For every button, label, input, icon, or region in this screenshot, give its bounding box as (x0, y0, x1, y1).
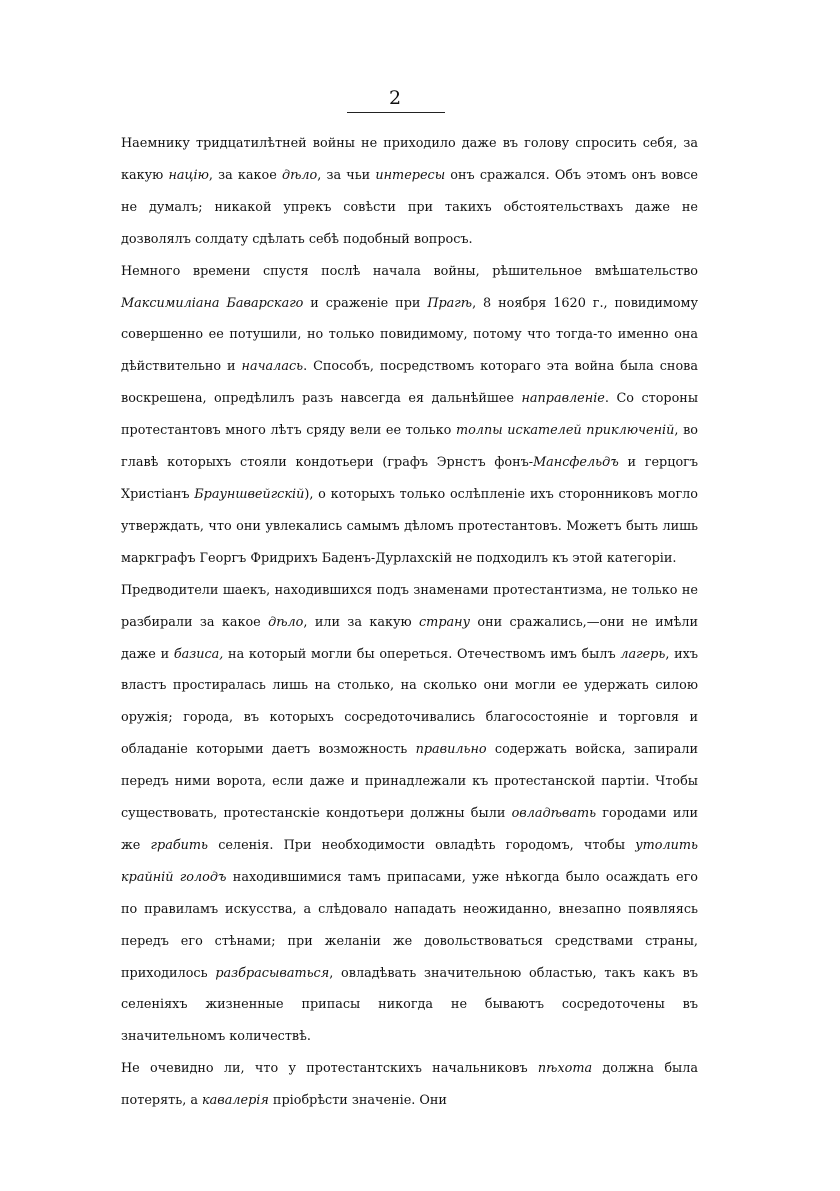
text-run: . Способъ, посредствомъ котораго эта война была снова воскрешена, опредѣлилъ разъ навсегда ея дальнѣйшее (121, 359, 698, 407)
paragraph (121, 1053, 698, 1117)
text-run: Предводители шаекъ, находившихся подъ знаменами протестантизма, не только не разбирали за какое (121, 582, 698, 630)
emphasis-text: дѣло (268, 614, 304, 630)
paragraph (121, 256, 698, 575)
emphasis-text: дѣло (281, 167, 318, 183)
emphasis-text: лагерь (620, 646, 666, 662)
emphasis-text: базиса, (173, 646, 224, 662)
text-run: ), о которыхъ только ослѣпленіе ихъ сторонниковъ могло утверждать, что они увлекались самымъ дѣломъ протестантовъ. Можетъ быть лишь маркграфъ Георгъ Фридрихъ Баденъ-Дурлахскій не подходилъ къ этой категоріи. (121, 486, 698, 566)
emphasis-text: пѣхота (537, 1061, 593, 1077)
text-run: , 8 ноября 1620 г., повидимому совершенно ее потушили, но только повидимому, потому что тогда-то именно она дѣйствительно и (121, 295, 699, 375)
text-run: содержать войска, запирали передъ ними ворота, если даже и принадлежали къ протестанской партіи. Чтобы существовать, протестанскіе кондотьери должны были (121, 742, 698, 822)
emphasis-text: направленіе (521, 391, 605, 407)
text-run: городами или же (121, 806, 699, 853)
emphasis-text: овладѣвать (511, 806, 597, 822)
paragraph (121, 128, 698, 256)
emphasis-text: разбрасываться (215, 965, 330, 981)
text-run: онъ сражался. Объ этомъ онъ вовсе не думалъ; никакой упрекъ совѣсти при такихъ обстоятельствахъ даже не дозволялъ солдату сдѣлать себѣ подобный вопросъ. (121, 167, 698, 247)
emphasis-text: кавалерія (202, 1093, 269, 1109)
text-run: , ихъ властъ простиралась лишь на столько, на сколько они могли ее удержать силою оружія; города, въ которыхъ сосредоточивались благосостояніе и торговля и обладаніе которыми даетъ возможность (121, 646, 698, 758)
body-text (121, 128, 698, 1117)
emphasis-text: страну (419, 614, 470, 630)
emphasis-text: націю (168, 167, 209, 183)
emphasis-text: грабить (150, 837, 208, 853)
text-run: , овладѣвать значительною областью, такъ какъ въ селеніяхъ жизненные припасы никогда не бываютъ сосредоточены въ значительномъ количествѣ. (121, 965, 698, 1045)
text-run: Не очевидно ли, что у протестантскихъ начальниковъ (121, 1061, 538, 1077)
emphasis-text: толпы искателей приключеній (455, 423, 675, 439)
emphasis-text: Брауншвейгскій (194, 486, 305, 502)
text-run: , или за какую (303, 614, 420, 630)
text-run: находившимися тамъ припасами, уже нѣкогда было осаждать его по правиламъ искусства, а слѣдовало нападать неожиданно, внезапно появляясь передъ его стѣнами; при желаніи же довольствоваться средствами страны, приходилось (121, 869, 699, 981)
emphasis-text: Прагѣ (427, 295, 473, 311)
emphasis-text: интересы (375, 167, 446, 183)
text-run: должна была потерять, а (121, 1061, 698, 1109)
text-run: и герцогъ Христіанъ (121, 455, 698, 502)
text-run: Наемнику тридцатилѣтней войны не приходило даже въ голову спросить себя, за какую (121, 136, 698, 183)
text-run: они сражались,—они не имѣли даже и (121, 614, 698, 662)
paragraph (121, 575, 698, 1054)
emphasis-text: утолить крайній голодъ (121, 837, 698, 885)
text-run: , за чьи (317, 167, 376, 183)
text-run: Немного времени спустя послѣ начала войны, рѣшительное вмѣшательство (121, 263, 698, 279)
emphasis-text: правильно (415, 742, 487, 758)
text-run: , за какое (208, 167, 282, 183)
text-run: пріобрѣсти значеніе. Они (268, 1093, 447, 1109)
header-rule (347, 112, 445, 113)
text-run: , во главѣ которыхъ стояли кондотьери (графъ Эрнстъ фонъ- (121, 423, 698, 471)
text-run: . Со стороны протестантовъ много лѣтъ сряду вели ее только (121, 391, 699, 439)
text-run: на который могли бы опереться. Отечествомъ имъ былъ (223, 646, 621, 662)
text-run: и сраженіе при (303, 295, 428, 311)
page-number: 2 (388, 87, 402, 109)
emphasis-text: началась (241, 359, 304, 375)
text-run: селенія. При необходимости овладѣть городомъ, чтобы (208, 837, 636, 853)
emphasis-text: Максимиліана Баварскаго (121, 295, 304, 311)
emphasis-text: Мансфельдъ (533, 455, 619, 471)
